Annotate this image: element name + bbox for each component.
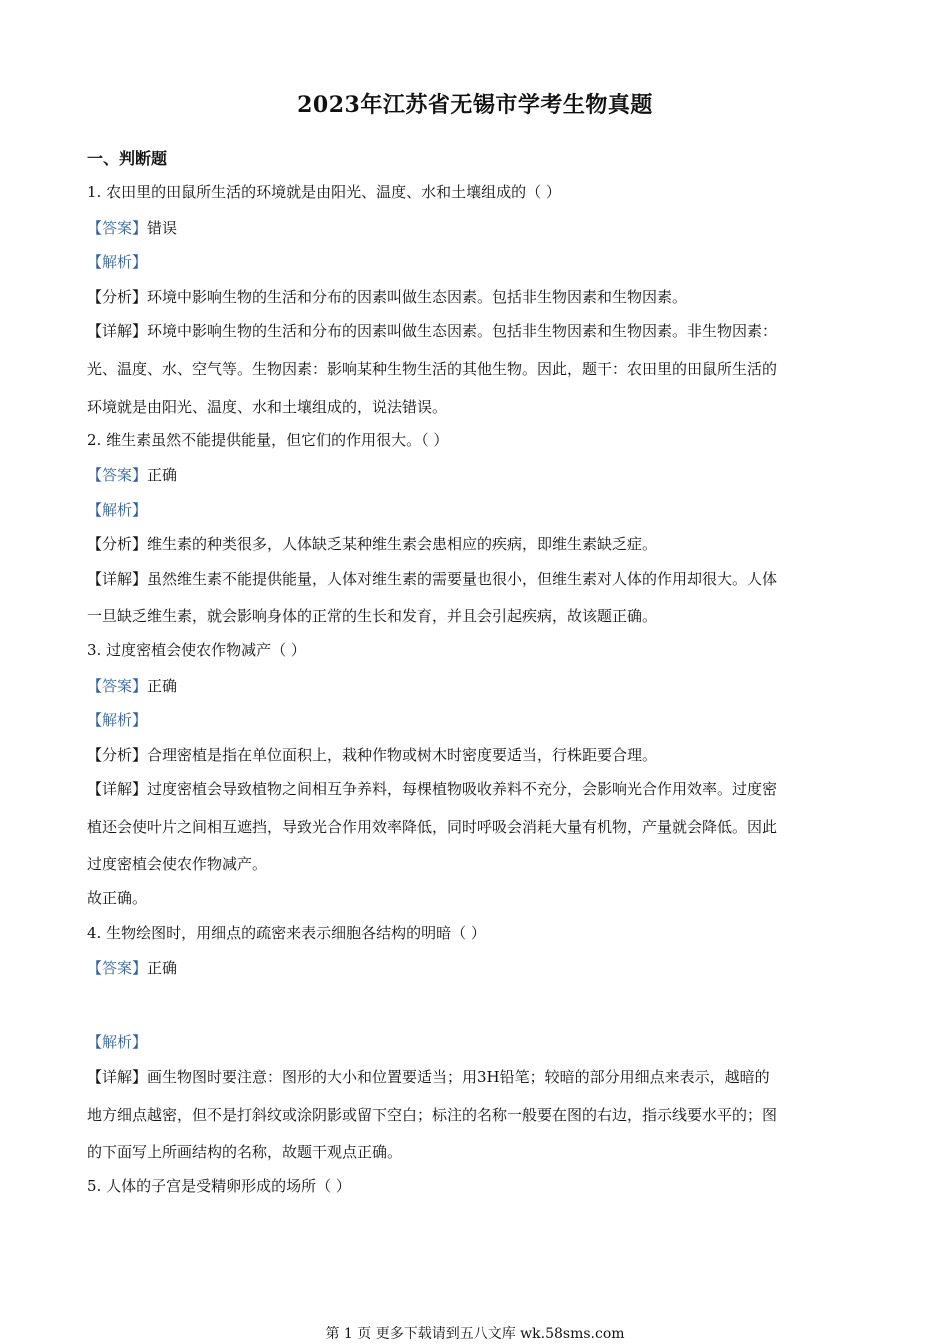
section-heading: 一、判断题 xyxy=(87,149,168,168)
q4-detail-row xyxy=(87,1066,862,1088)
q4-explain-label: 【解析】 xyxy=(87,1033,148,1051)
q2-answer-value: 正确 xyxy=(147,466,178,484)
answer-label: 【答案】 xyxy=(87,466,148,484)
analysis-label: 【分析】 xyxy=(87,535,148,553)
answer-label: 【答案】 xyxy=(87,677,148,695)
q2-detail-line-2: 一旦缺乏维生素，就会影响身体的正常的生长和发育，并且会引起疾病，故该题正确。 xyxy=(87,607,658,625)
q2-detail-line-1: 虽然维生素不能提供能量，人体对维生素的需要量也很小，但维生素对人体的作用却很大。人体 xyxy=(147,570,778,588)
q2-answer-row xyxy=(87,464,862,486)
q2-analysis-row xyxy=(87,533,862,555)
q4-detail-line-2: 地方细点越密，但不是打斜纹或涂阴影或留下空白；标注的名称一般要在图的右边，指示线要水平的；图 xyxy=(87,1106,778,1124)
detail-label: 【详解】 xyxy=(87,780,148,798)
page-footer: 第 1 页 更多下载请到五八文库 wk.58sms.com xyxy=(325,1326,625,1342)
detail-label: 【详解】 xyxy=(87,322,148,340)
q4-answer-row xyxy=(87,957,862,979)
question-2: 2. 维生素虽然不能提供能量，但它们的作用很大。（ ） xyxy=(87,431,449,449)
question-3: 3. 过度密植会使农作物减产（ ） xyxy=(87,641,306,659)
q3-answer-row xyxy=(87,675,862,697)
q1-detail-line-1: 环境中影响生物的生活和分布的因素叫做生态因素。包括非生物因素和生物因素。非生物因素： xyxy=(147,322,778,340)
question-1: 1. 农田里的田鼠所生活的环境就是由阳光、温度、水和土壤组成的（ ） xyxy=(87,183,561,201)
q3-conclusion: 故正确。 xyxy=(87,889,148,907)
q3-analysis-row xyxy=(87,744,862,766)
q1-detail-line-3: 环境就是由阳光、温度、水和土壤组成的，说法错误。 xyxy=(87,398,448,416)
detail-label: 【详解】 xyxy=(87,570,148,588)
q1-detail-row xyxy=(87,320,862,342)
analysis-label: 【分析】 xyxy=(87,746,148,764)
q1-answer-row xyxy=(87,217,862,239)
q2-analysis-text: 维生素的种类很多，人体缺乏某种维生素会患相应的疾病，即维生素缺乏症。 xyxy=(147,535,658,553)
q1-answer-value: 错误 xyxy=(147,219,178,237)
q3-analysis-text: 合理密植是指在单位面积上，栽种作物或树木时密度要适当，行株距要合理。 xyxy=(147,746,658,764)
q1-detail-line-2: 光、温度、水、空气等。生物因素：影响某种生物生活的其他生物。因此，题干：农田里的田鼠所生活的 xyxy=(87,360,778,378)
q4-detail-line-3: 的下面写上所画结构的名称，故题干观点正确。 xyxy=(87,1143,403,1161)
q3-detail-line-3: 过度密植会使农作物减产。 xyxy=(87,855,268,873)
q3-explain-label: 【解析】 xyxy=(87,711,148,729)
analysis-label: 【分析】 xyxy=(87,288,148,306)
q2-explain-label: 【解析】 xyxy=(87,501,148,519)
q2-detail-row xyxy=(87,568,862,590)
answer-label: 【答案】 xyxy=(87,219,148,237)
q4-detail-line-1: 画生物图时要注意：图形的大小和位置要适当；用3H铅笔；较暗的部分用细点来表示，越暗的 xyxy=(147,1068,770,1086)
q1-explain-label: 【解析】 xyxy=(87,253,148,271)
detail-label: 【详解】 xyxy=(87,1068,148,1086)
q4-answer-value: 正确 xyxy=(147,959,178,977)
q3-detail-line-1: 过度密植会导致植物之间相互争养料，每棵植物吸收养料不充分，会影响光合作用效率。过度密 xyxy=(147,780,778,798)
q3-detail-line-2: 植还会使叶片之间相互遮挡，导致光合作用效率降低，同时呼吸会消耗大量有机物，产量就会降低。因此 xyxy=(87,818,778,836)
q3-answer-value: 正确 xyxy=(147,677,178,695)
q1-analysis-text: 环境中影响生物的生活和分布的因素叫做生态因素。包括非生物因素和生物因素。 xyxy=(147,288,688,306)
q3-detail-row xyxy=(87,778,862,800)
page-title: 2023年江苏省无锡市学考生物真题 xyxy=(297,92,653,118)
answer-label: 【答案】 xyxy=(87,959,148,977)
q1-analysis-row xyxy=(87,286,862,308)
question-5: 5. 人体的子宫是受精卵形成的场所（ ） xyxy=(87,1177,351,1195)
question-4: 4. 生物绘图时，用细点的疏密来表示细胞各结构的明暗（ ） xyxy=(87,924,486,942)
